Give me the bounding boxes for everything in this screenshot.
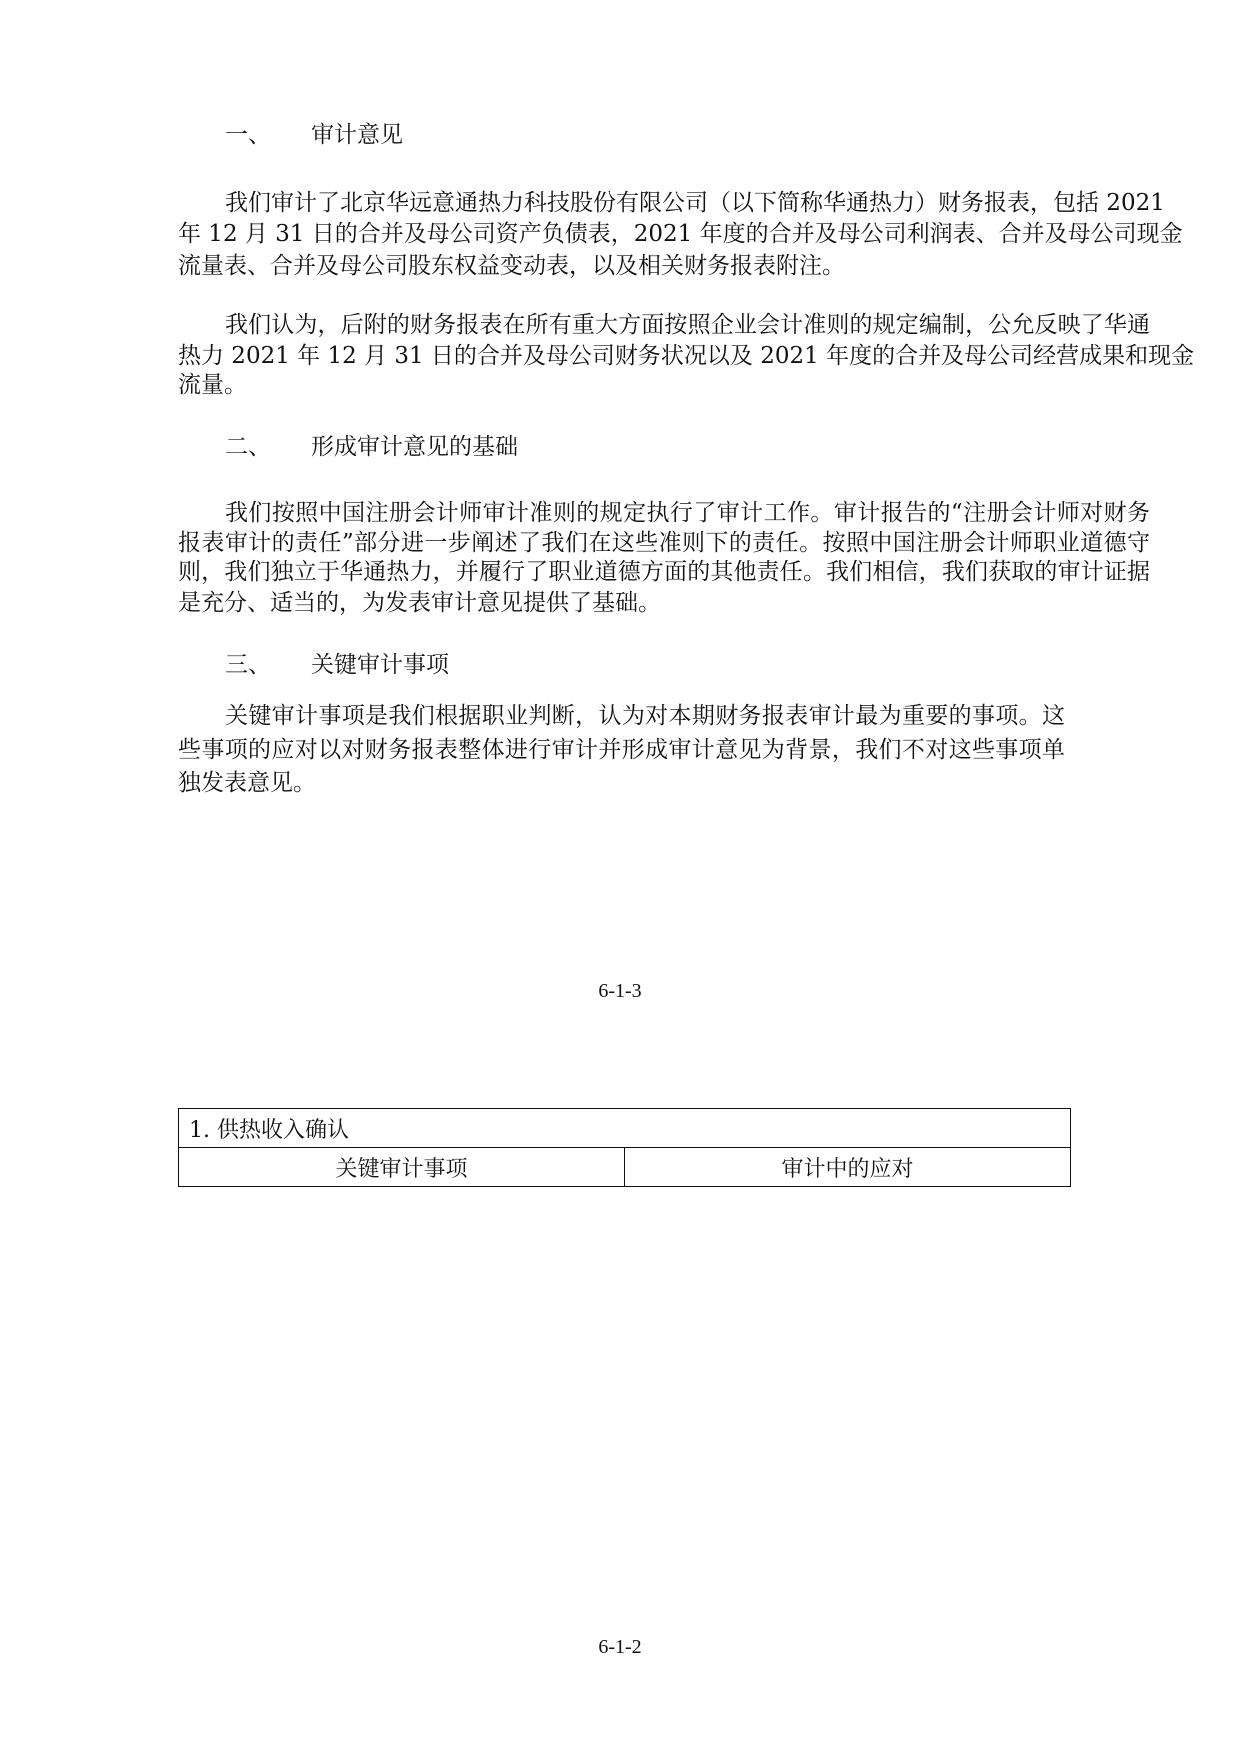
section-heading-1: 一、 审计意见	[225, 122, 403, 148]
key-audit-matter-table	[178, 1108, 1071, 1187]
paragraph-line: 热力 2021 年 12 月 31 日的合并及母公司财务状况以及 2021 年度的合并及母公司经营成果和现金	[178, 343, 1195, 369]
paragraph-line: 我们按照中国注册会计师审计准则的规定执行了审计工作。审计报告的“注册会计师对财务	[225, 500, 1150, 526]
paragraph-line: 则，我们独立于华通热力，并履行了职业道德方面的其他责任。我们相信，我们获取的审计证据	[178, 559, 1150, 585]
table-header: 审计中的应对	[625, 1148, 1071, 1187]
paragraph-line: 是充分、适当的，为发表审计意见提供了基础。	[178, 590, 661, 616]
table-header: 关键审计事项	[179, 1148, 625, 1187]
paragraph-line: 流量。	[178, 372, 247, 398]
page-number: 6-1-2	[598, 1636, 642, 1658]
table-title: 1. 供热收入确认	[179, 1109, 1071, 1148]
paragraph-line: 些事项的应对以对财务报表整体进行审计并形成审计意见为背景，我们不对这些事项单	[178, 737, 1065, 763]
section-heading-2: 二、 形成审计意见的基础	[225, 434, 518, 460]
paragraph-line: 报表审计的责任”部分进一步阐述了我们在这些准则下的责任。按照中国注册会计师职业道德守	[178, 530, 1150, 556]
paragraph-line: 我们审计了北京华远意通热力科技股份有限公司（以下简称华通热力）财务报表，包括 2021	[225, 190, 1165, 216]
paragraph-line: 流量表、合并及母公司股东权益变动表，以及相关财务报表附注。	[178, 253, 845, 279]
page-number: 6-1-3	[598, 980, 642, 1002]
paragraph-line: 独发表意见。	[178, 770, 316, 796]
paragraph-line: 关键审计事项是我们根据职业判断，认为对本期财务报表审计最为重要的事项。这	[225, 703, 1065, 729]
paragraph-line: 年 12 月 31 日的合并及母公司资产负债表，2021 年度的合并及母公司利润表、合并及母公司现金	[178, 221, 1183, 247]
section-heading-3: 三、 关键审计事项	[225, 652, 449, 678]
paragraph-line: 我们认为，后附的财务报表在所有重大方面按照企业会计准则的规定编制，公允反映了华通	[225, 312, 1150, 338]
